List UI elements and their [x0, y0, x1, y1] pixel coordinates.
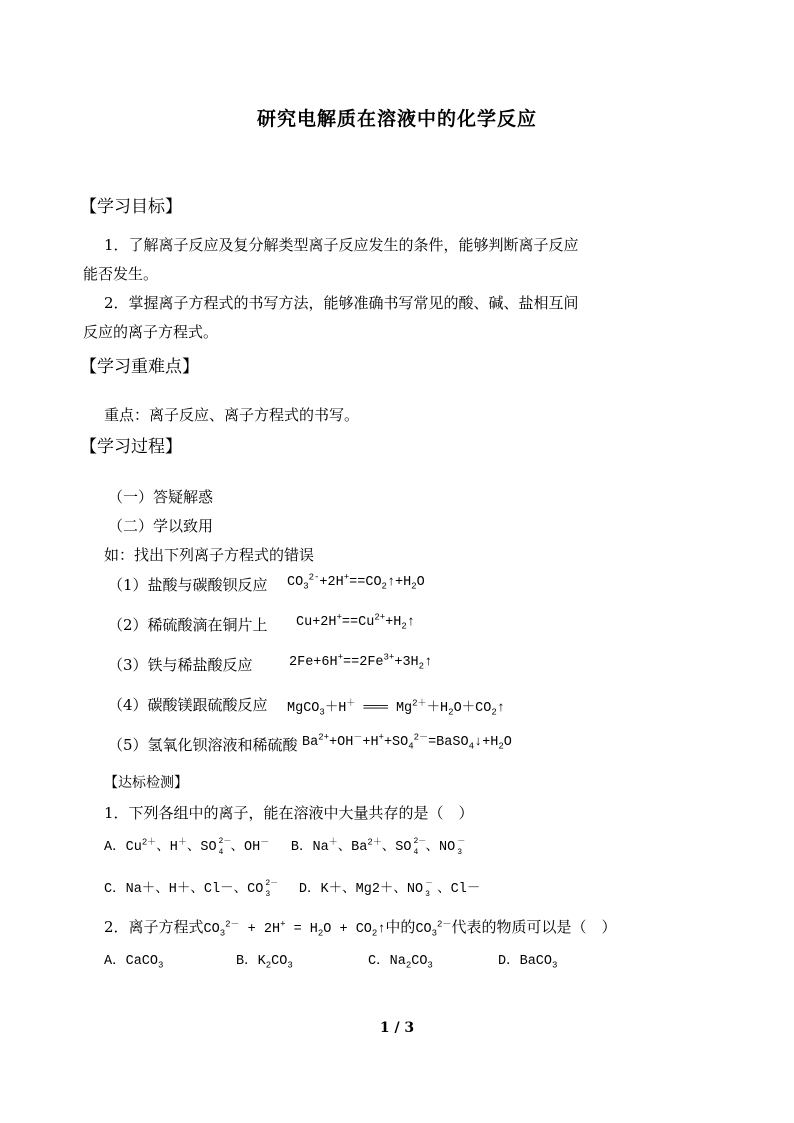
question-2-option-c: C．$Na_2CO_3$	[368, 954, 433, 971]
question-1-options-ab: A．$Cu^{2+}$、H＋、SO 2－ 4 、OH－ B．Na＋、$Ba^{2+}$、SO 2－ 4 、NO － 3	[104, 837, 466, 858]
objectives-heading: 【学习目标】	[80, 197, 182, 217]
process-item-2: （二）学以致用	[108, 517, 214, 535]
question-1: 1．下列各组中的离子，能在溶液中大量共存的是（ ）	[104, 804, 474, 822]
check-heading: 【达标检测】	[104, 775, 188, 791]
question-2-option-b: B．$K_2CO_3$	[236, 954, 293, 971]
process-heading: 【学习过程】	[80, 437, 182, 457]
key-points-heading: 【学习重难点】	[80, 357, 199, 377]
example-4-equation: MgCO$_3$＋H＋ ═══ $Mg^{2+}+H_2O+CO_2↑$	[287, 698, 505, 718]
objective-1-line-2: 能否发生。	[83, 265, 159, 283]
example-4-label: （4）碳酸镁跟硫酸反应	[108, 696, 268, 714]
example-5-equation: $Ba^{2+}+OH^-+H^++SO_4^{2-}=BaSO_4↓+H_2O$	[302, 732, 512, 752]
question-2-option-a: A．CaCO$_3$	[104, 954, 164, 971]
process-item-1: （一）答疑解惑	[108, 488, 214, 506]
objective-1-line-1: 1．了解离子反应及复分解类型离子反应发生的条件，能够判断离子反应	[104, 236, 579, 254]
example-intro: 如：找出下列离子方程式的错误	[104, 546, 315, 564]
example-3-equation: $2Fe+6H^+==2Fe^{3+}+3H_2↑$	[289, 652, 433, 672]
page-number: 1 / 3	[379, 1020, 415, 1036]
example-2-label: （2）稀硫酸滴在铜片上	[108, 616, 268, 634]
example-1-label: （1）盐酸与碳酸钡反应	[108, 576, 268, 594]
example-3-label: （3）铁与稀盐酸反应	[108, 656, 253, 674]
question-2-option-d: D．BaCO$_3$	[498, 954, 558, 971]
objective-2-line-2: 反应的离子方程式。	[83, 323, 219, 341]
example-5-label: （5）氢氧化钡溶液和稀硫酸	[108, 736, 298, 754]
example-2-equation: $Cu+2H^+==Cu^{2+}+H_2↑$	[296, 612, 415, 632]
question-2: 2．离子方程式$CO_3^{2-} + 2H^+ = H_2O$ + $CO_2↑$中的$CO_3^{2-}$代表的物质可以是（ ）	[104, 918, 617, 939]
example-1-equation: $CO_3^{2-}+2H^+==CO_2↑+H_2O$	[287, 572, 425, 592]
question-1-options-cd: C．Na＋、H＋、Cl－、CO 2－ 3 D．K＋、Mg2＋、NO － 3 、Cl－	[104, 879, 481, 900]
page-title: 研究电解质在溶液中的化学反应	[256, 108, 537, 130]
key-points-text: 重点：离子反应、离子方程式的书写。	[104, 406, 360, 424]
objective-2-line-1: 2．掌握离子方程式的书写方法，能够准确书写常见的酸、碱、盐相互间	[104, 294, 579, 312]
